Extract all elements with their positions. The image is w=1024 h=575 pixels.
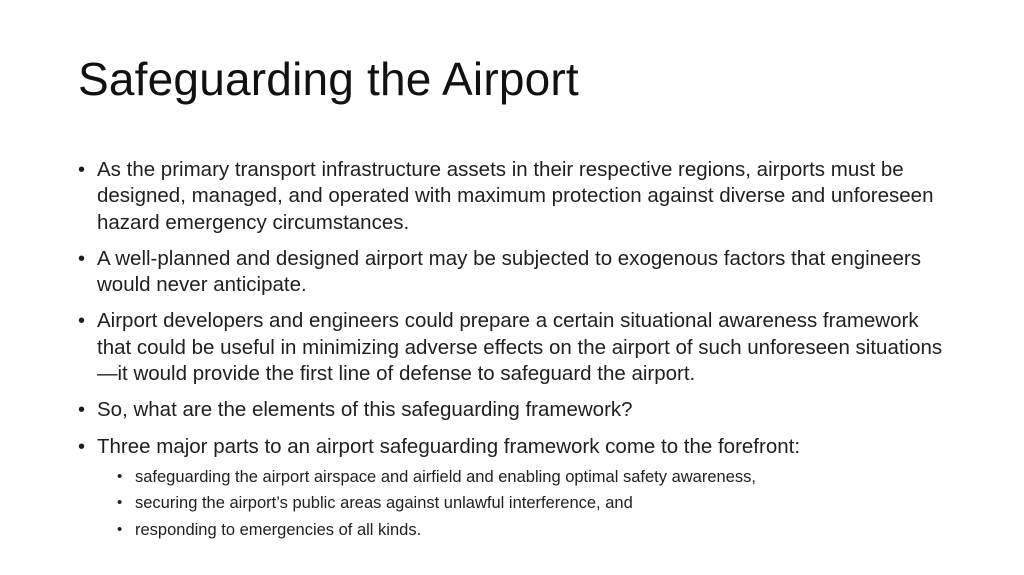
sub-bullet-text: securing the airport’s public areas against unlawful interference, and [135,494,633,513]
sub-bullet-item [117,464,958,491]
bullet-item [78,397,958,423]
bullet-list [78,157,958,543]
bullet-item [78,246,958,299]
sub-bullet-list [117,464,958,544]
bullet-item [78,434,958,544]
bullet-marker: • [78,310,86,333]
bullet-text: A well-planned and designed airport may be subjected to exogenous factors that engineers would never anticipate. [97,246,921,297]
slide-title: Safeguarding the Airport [78,53,579,105]
sub-bullet-item [117,490,958,517]
sub-bullet-item [117,517,958,544]
slide-body [78,157,958,553]
bullet-text: Airport developers and engineers could prepare a certain situational awareness framework that could be useful in minimizing adverse effects on the airport of such unforeseen situations—it would provide the first line of defense to safeguard the airport. [97,309,943,386]
sub-bullet-marker: • [117,467,123,485]
bullet-marker: • [78,435,86,458]
bullet-marker: • [78,247,86,270]
sub-bullet-marker: • [117,494,123,512]
bullet-text: As the primary transport infrastructure assets in their respective regions, airports must be designed, managed, and operated with maximum protection against diverse and unforeseen hazard emergency circumstances. [97,158,934,234]
bullet-marker: • [78,399,86,422]
bullet-text: So, what are the elements of this safeguarding framework? [97,398,633,422]
bullet-item [78,157,958,236]
bullet-item [78,308,958,387]
bullet-marker: • [78,159,86,181]
bullet-text: Three major parts to an airport safeguarding framework come to the forefront: [97,434,801,458]
sub-bullet-marker: • [117,520,123,538]
sub-bullet-text: safeguarding the airport airspace and airfield and enabling optimal safety awareness, [135,467,756,486]
sub-bullet-text: responding to emergencies of all kinds. [135,520,422,539]
